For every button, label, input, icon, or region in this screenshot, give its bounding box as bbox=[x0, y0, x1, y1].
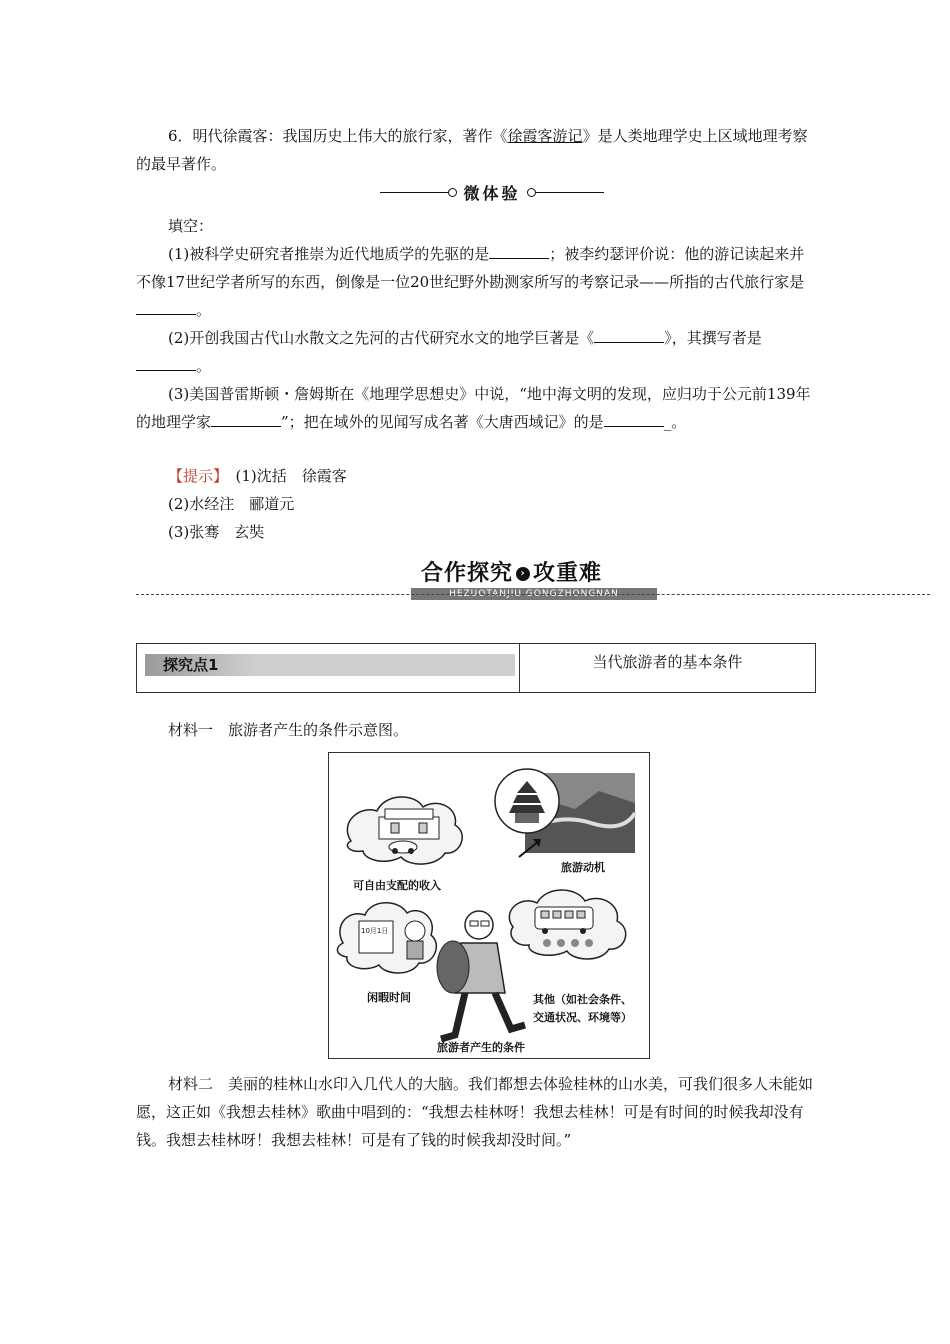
heading-dot-right bbox=[527, 188, 536, 197]
question-2-part-b: 》，其撰写者是 bbox=[664, 329, 762, 347]
answer-blank-1a[interactable] bbox=[489, 244, 549, 259]
question-1-part-b: ；被李约瑟评价说：他的游记读起来并不像17世纪学者所写的东西，倒像是一位20世纪野外勘测家所写的考察记录——所指的古代旅行家是 bbox=[136, 245, 805, 291]
label-leisure: 闲暇时间 bbox=[367, 991, 411, 1004]
material-1-text: 材料一 旅游者产生的条件示意图。 bbox=[168, 721, 409, 739]
explore-point-badge bbox=[145, 654, 515, 676]
answer-blank-2a[interactable] bbox=[594, 328, 664, 343]
material-2-text: 材料二 美丽的桂林山水印入几代人的大脑。我们都想去体验桂林的山水美，可我们很多人未能如愿，这正如《我想去桂林》歌曲中唱到的：“我想去桂林呀！我想去桂林！可是有时间的时候我却没有钱。我想去桂林呀！我想去桂林！可是有了钱的时候我却没时间。” bbox=[136, 1075, 814, 1149]
hint-answer-3: (3)张骞 玄奘 bbox=[168, 523, 265, 541]
other-conditions-cloud-icon bbox=[509, 890, 625, 959]
answer-blank-2b[interactable] bbox=[136, 356, 196, 371]
leisure-cloud-icon bbox=[337, 903, 436, 973]
answer-blank-1b[interactable] bbox=[136, 300, 196, 315]
answer-blank-3a[interactable] bbox=[211, 412, 281, 427]
label-income: 可自由支配的收入 bbox=[353, 879, 441, 892]
explore-point-tag: 探究点1 bbox=[145, 654, 255, 676]
question-2 bbox=[136, 324, 816, 380]
item-6-tail: 》是人类地理学史上区域地理考察的最早著作。 bbox=[136, 127, 808, 173]
explore-point-left-cell bbox=[137, 644, 520, 692]
cooperative-explore-banner bbox=[136, 556, 936, 606]
hint-label: 【提示】 bbox=[168, 467, 221, 485]
hint-answer-1: (1)沈括 徐霞客 bbox=[235, 467, 347, 485]
banner-subtitle: HEZUOTANJIU GONGZHONGNAN bbox=[411, 588, 657, 600]
question-2-part-a: (2)开创我国古代山水散文之先河的古代研究水文的地学巨著是《 bbox=[168, 329, 595, 347]
question-1-part-a: (1)被科学史研究者推崇为近代地质学的先驱的是 bbox=[168, 245, 490, 263]
question-3-part-a: (3)美国普雷斯顿・詹姆斯在《地理学思想史》中说，“地中海文明的发现，应归功于公元前139年的地理学家 bbox=[136, 385, 811, 431]
figure-caption: 旅游者产生的条件 bbox=[437, 1041, 525, 1054]
hint-answer-2: (2)水经注 郦道元 bbox=[168, 495, 295, 513]
label-other-line-2: 交通状况、环境等） bbox=[533, 1011, 632, 1024]
label-other-line-1: 其他（如社会条件、 bbox=[533, 993, 632, 1006]
question-3 bbox=[136, 380, 816, 436]
chevron-right-icon: › bbox=[516, 567, 530, 581]
calendar-icon-text: 10月1日 bbox=[361, 927, 389, 935]
micro-experience-heading bbox=[380, 181, 604, 205]
label-motive: 旅游动机 bbox=[561, 861, 605, 874]
heading-rule-left bbox=[380, 192, 448, 193]
banner-dashed-rule bbox=[136, 594, 930, 595]
explore-point-box bbox=[136, 643, 816, 693]
question-1 bbox=[136, 240, 816, 324]
question-3-part-c: _。 bbox=[663, 413, 687, 431]
banner-title-right: 攻重难 bbox=[533, 561, 603, 586]
item-6-lead: 6．明代徐霞客：我国历史上伟大的旅行家，著作《 bbox=[168, 127, 508, 145]
income-cloud-icon bbox=[347, 797, 462, 864]
answer-blank-3b[interactable] bbox=[604, 412, 664, 427]
hint-line-1 bbox=[136, 462, 816, 490]
banner-title bbox=[421, 556, 661, 588]
great-wall-photo-icon bbox=[495, 769, 635, 857]
question-1-part-c: 。 bbox=[196, 301, 212, 319]
item-6-paragraph bbox=[136, 122, 816, 178]
tourist-conditions-figure bbox=[328, 752, 650, 1059]
fill-label: 填空： bbox=[168, 217, 214, 235]
heading-dot-left bbox=[448, 188, 457, 197]
question-2-part-c: 。 bbox=[196, 357, 212, 375]
heading-rule-right bbox=[536, 192, 604, 193]
book-title-link[interactable]: 徐霞客游记 bbox=[507, 127, 583, 145]
micro-experience-title: 微体验 bbox=[463, 184, 521, 203]
question-3-part-b: ”；把在域外的见闻写成名著《大唐西域记》的是 bbox=[281, 413, 604, 431]
banner-title-left: 合作探究 bbox=[421, 561, 514, 586]
explore-point-topic: 当代旅游者的基本条件 bbox=[592, 653, 743, 671]
